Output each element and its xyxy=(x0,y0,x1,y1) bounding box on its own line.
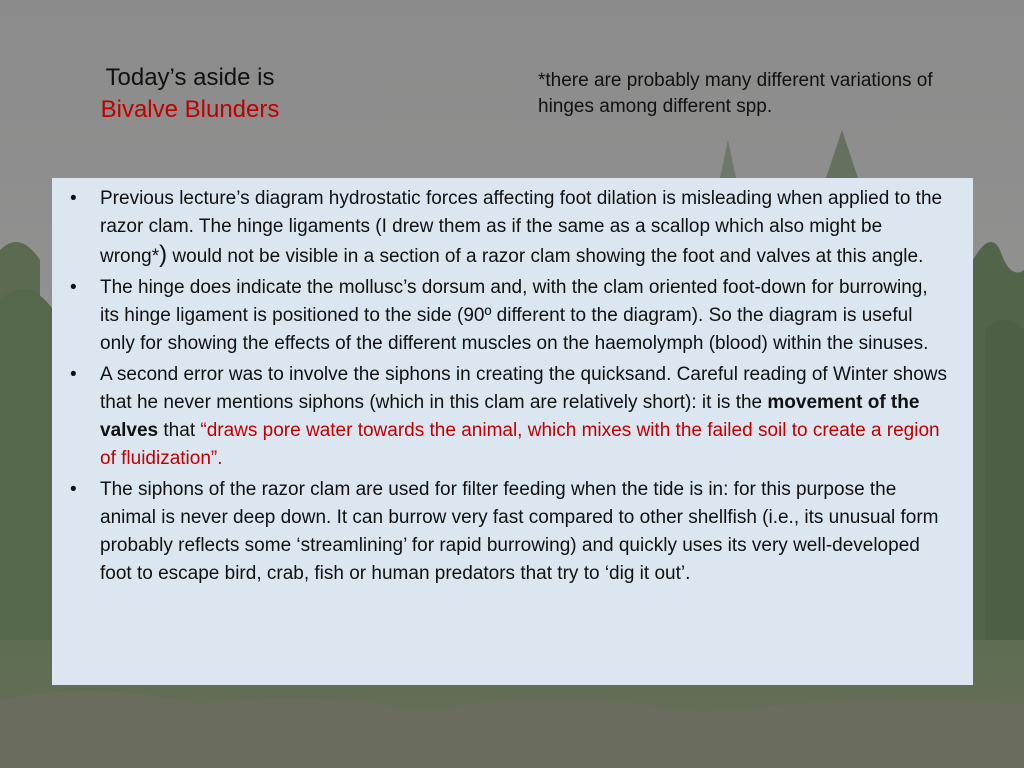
bullet-marker: • xyxy=(70,364,77,385)
title-line-2: Bivalve Blunders xyxy=(100,96,280,123)
bullet-1-paren: ) xyxy=(159,241,168,268)
bullet-list xyxy=(70,185,951,588)
footnote-text: *there are probably many different variations of hinges among different spp. xyxy=(538,70,933,117)
bullet-2-text: The hinge does indicate the mollusc’s dorsum and, with the clam oriented foot-down for burrowing, its hinge ligament is positioned to the side (90º different to the diagram). So the diagram is useful only for showing the effects of the different muscles on the haemolymph (blood) within the sinuses. xyxy=(100,277,929,354)
bullet-item xyxy=(70,476,951,588)
bullet-1-text-b: would not be visible in a section of a razor clam showing the foot and valves at this angle. xyxy=(167,246,924,267)
bullet-marker: • xyxy=(70,479,77,500)
slide-title xyxy=(70,62,310,126)
content-box xyxy=(52,178,973,685)
bullet-marker: • xyxy=(70,188,77,209)
bullet-3-text-b: that xyxy=(158,420,201,441)
bullet-marker: • xyxy=(70,277,77,298)
bullet-item xyxy=(70,185,951,271)
bullet-3-quote: “draws pore water towards the animal, which mixes with the failed soil to create a region of fluidization”. xyxy=(100,420,940,469)
bullet-item xyxy=(70,361,951,473)
bullet-item xyxy=(70,274,951,358)
bullet-1-text-a: Previous lecture’s diagram hydrostatic forces affecting foot dilation is misleading when applied to the razor clam. The hinge ligaments (I drew them as if the same as a scallop which also might be wrong* xyxy=(100,188,943,267)
bullet-3-bold: movement of the valves xyxy=(100,392,920,441)
title-line-1: Today’s aside is xyxy=(105,64,275,91)
bullet-3-text-a: A second error was to involve the siphons in creating the quicksand. Careful reading of Winter shows that he never mentions siphons (which in this clam are relatively short): it is the xyxy=(100,364,948,413)
bullet-4-text: The siphons of the razor clam are used for filter feeding when the tide is in: for this purpose the animal is never deep down. It can burrow very fast compared to other shellfish (i.e., its unusual form probably reflects some ‘streamlining’ for rapid burrowing) and quickly uses its very well-developed foot to escape bird, crab, fish or human predators that try to ‘dig it out’. xyxy=(100,479,939,584)
